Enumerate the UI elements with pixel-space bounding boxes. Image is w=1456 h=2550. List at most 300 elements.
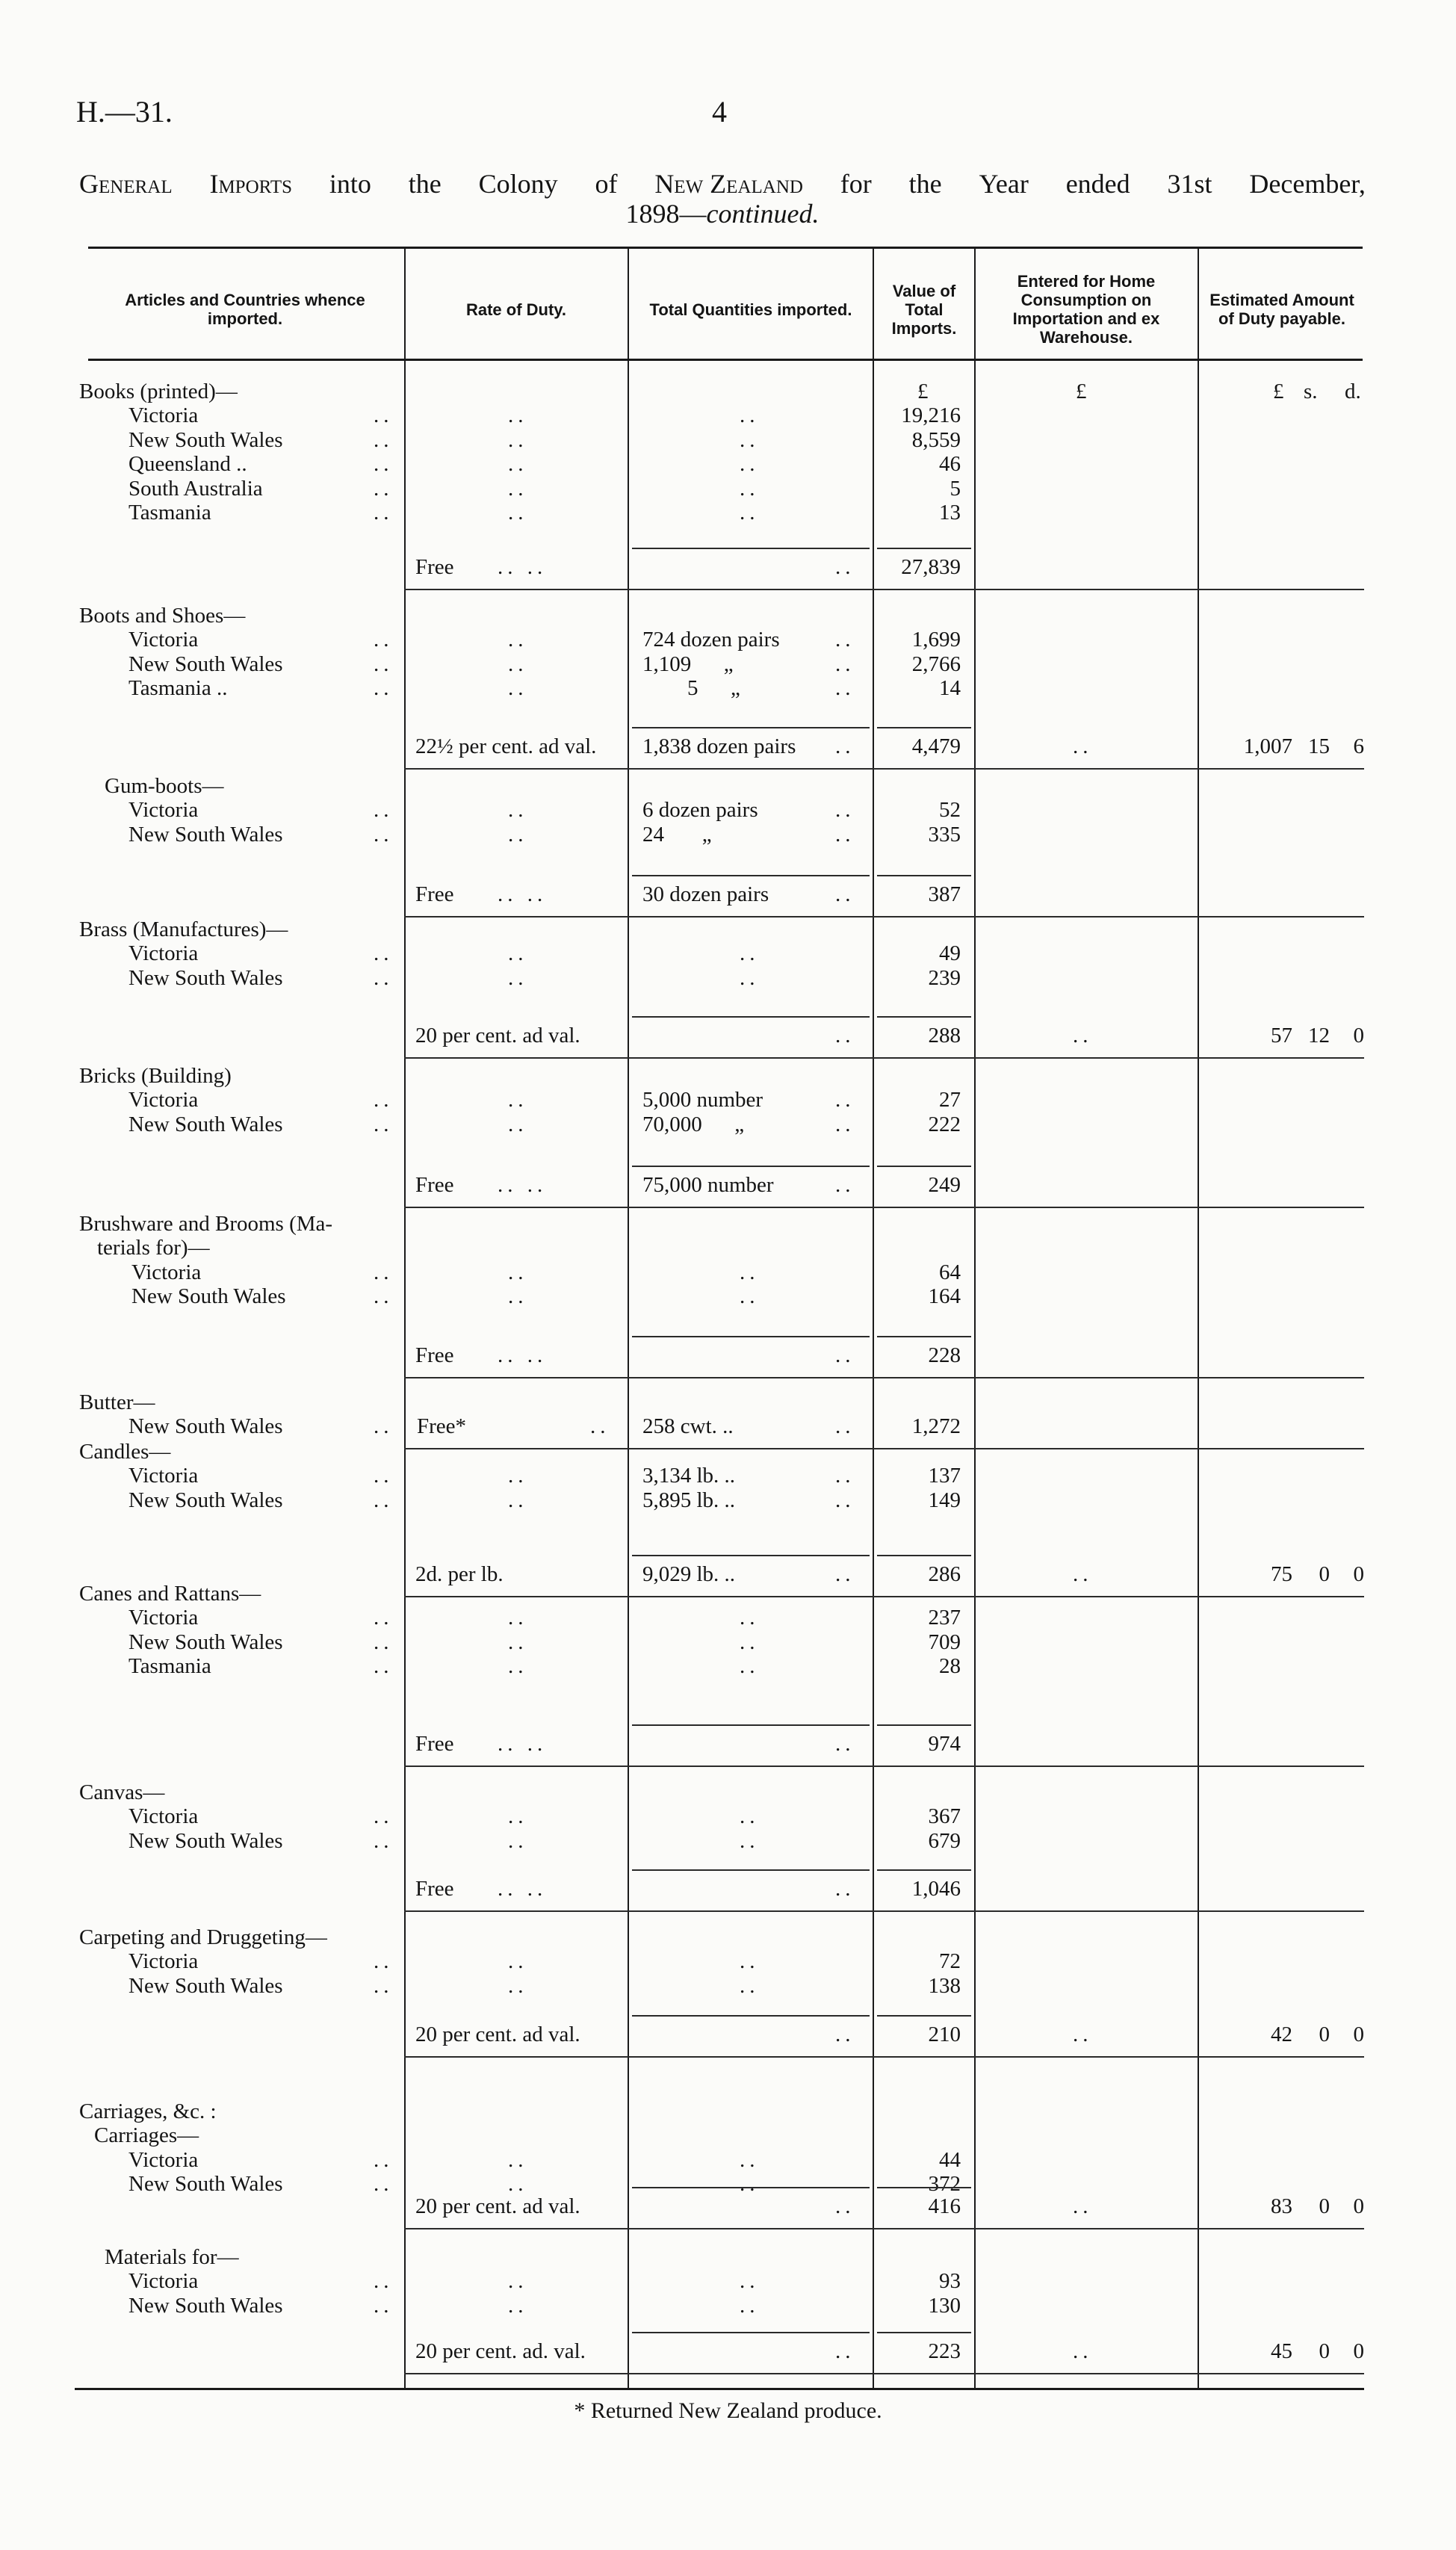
- row-leader: ..: [508, 1630, 528, 1654]
- quantity: 6 dozen pairs: [642, 798, 758, 823]
- row-leader: ..: [374, 941, 394, 966]
- value: 2,766: [911, 652, 961, 676]
- column-rule: [974, 247, 976, 2388]
- row-leader: ..: [1073, 2339, 1093, 2363]
- value: 52: [939, 798, 961, 823]
- title-word: of: [595, 169, 618, 199]
- total-rule: [404, 2228, 1364, 2229]
- duty-shillings: 0: [1319, 2194, 1330, 2218]
- row-leader: ..: [740, 941, 760, 966]
- value: 64: [939, 1260, 961, 1284]
- value: 13: [939, 501, 961, 524]
- row-leader: ..: [374, 2147, 394, 2172]
- row-leader: ..: [374, 1088, 394, 1112]
- value: 237: [928, 1606, 961, 1630]
- rate-of-duty: 22½ per cent. ad val.: [415, 734, 597, 758]
- subtotal-rule: [632, 2015, 870, 2017]
- value: 49: [939, 941, 961, 966]
- subtotal-rule: [632, 1166, 870, 1167]
- row-leader: ..: [835, 1173, 855, 1197]
- row-leader: ..: [374, 1464, 394, 1488]
- row-leader: ..: [835, 1877, 855, 1901]
- subtotal-rule: [632, 1869, 870, 1871]
- row-leader: ..: [835, 1562, 855, 1586]
- group-heading: Books (printed)—: [79, 380, 238, 403]
- rate-of-duty: 20 per cent. ad val.: [415, 2194, 580, 2218]
- group-heading: terials for)—: [97, 1236, 210, 1260]
- title-word: 31st: [1167, 169, 1212, 199]
- home-unit: £: [1076, 380, 1087, 403]
- duty-shillings: 0: [1319, 2339, 1330, 2363]
- duty-unit-s: s.: [1304, 380, 1318, 403]
- row-leader: ..: [508, 1260, 528, 1284]
- duty-pence: 0: [1353, 2194, 1364, 2218]
- row-leader: ..: [374, 965, 394, 990]
- country-name: Tasmania: [128, 501, 211, 524]
- row-leader: ..: [374, 1284, 394, 1309]
- country-name: New South Wales: [128, 1414, 283, 1439]
- value: 416: [928, 2194, 961, 2218]
- row-leader: ..: [374, 1414, 394, 1439]
- value: 138: [928, 1973, 961, 1998]
- row-leader: ..: [835, 555, 855, 579]
- country-name: New South Wales: [128, 1488, 283, 1512]
- row-leader: ..: [1073, 734, 1093, 758]
- page-number: 4: [712, 95, 727, 129]
- row-leader: .. ..: [498, 1343, 548, 1367]
- value: 19,216: [901, 403, 961, 428]
- footnote: * Returned New Zealand produce.: [574, 2398, 882, 2423]
- row-leader: ..: [740, 427, 760, 452]
- duty-shillings: 0: [1319, 1562, 1330, 1586]
- row-leader: ..: [740, 501, 760, 524]
- country-name: Tasmania: [128, 1654, 211, 1679]
- rate-of-duty: Free: [415, 555, 454, 579]
- group-heading: Candles—: [79, 1440, 171, 1464]
- column-rule: [873, 247, 874, 2388]
- row-leader: ..: [508, 2293, 528, 2318]
- country-name: New South Wales: [128, 965, 283, 990]
- title-word: the: [908, 169, 942, 199]
- group-heading: Boots and Shoes—: [79, 604, 246, 628]
- duty-pounds: 42: [1271, 2023, 1292, 2046]
- row-leader: .. ..: [498, 882, 548, 906]
- row-leader: ..: [740, 1630, 760, 1654]
- row-leader: ..: [508, 1088, 528, 1112]
- country-name: New South Wales: [128, 1112, 283, 1136]
- rate-of-duty: 20 per cent. ad val.: [415, 1024, 580, 1047]
- value: 1,699: [911, 628, 961, 652]
- row-leader: ..: [508, 1606, 528, 1630]
- subtotal-rule: [877, 548, 971, 549]
- value: 27: [939, 1088, 961, 1112]
- subtotal-rule: [877, 2187, 971, 2188]
- subtotal-rule: [877, 1336, 971, 1337]
- total-rule: [404, 2373, 1364, 2374]
- row-leader: ..: [835, 1732, 855, 1756]
- total-rule: [404, 2056, 1364, 2058]
- duty-pounds: 45: [1271, 2339, 1292, 2363]
- group-heading: Canes and Rattans—: [79, 1582, 261, 1606]
- row-leader: ..: [835, 882, 855, 906]
- row-leader: ..: [740, 476, 760, 501]
- total-rule: [404, 1765, 1364, 1767]
- quantity: 75,000 number: [642, 1173, 774, 1197]
- title-word: the: [408, 169, 442, 199]
- group-heading: Butter—: [79, 1390, 155, 1414]
- title-word: General: [79, 169, 173, 199]
- row-leader: ..: [508, 798, 528, 823]
- row-leader: ..: [508, 822, 528, 847]
- value: 1,272: [911, 1414, 961, 1439]
- row-leader: ..: [374, 676, 394, 701]
- country-name: Victoria: [128, 628, 199, 652]
- row-leader: ..: [1073, 2023, 1093, 2046]
- row-leader: ..: [374, 1630, 394, 1654]
- row-leader: ..: [374, 1828, 394, 1853]
- country-name: New South Wales: [131, 1284, 286, 1309]
- country-name: New South Wales: [128, 427, 283, 452]
- group-heading: Brushware and Brooms (Ma-: [79, 1212, 333, 1236]
- title-word: Colony: [478, 169, 558, 199]
- row-leader: ..: [508, 403, 528, 428]
- value: 1,046: [911, 1877, 961, 1901]
- row-leader: ..: [835, 1464, 855, 1488]
- row-leader: ..: [374, 452, 394, 477]
- row-leader: ..: [508, 1488, 528, 1512]
- duty-shillings: 15: [1308, 734, 1330, 758]
- subtotal-rule: [877, 1166, 971, 1167]
- total-rule: [404, 768, 1364, 770]
- row-leader: ..: [374, 1804, 394, 1829]
- row-leader: ..: [835, 652, 855, 676]
- row-leader: ..: [374, 1973, 394, 1998]
- group-heading: Carriages—: [94, 2123, 199, 2148]
- quantity: 5 „: [687, 676, 740, 701]
- col-header-articles: Articles and Countries whence imported.: [125, 291, 365, 328]
- row-leader: .. ..: [498, 1173, 548, 1197]
- quantity: 1,109 „: [642, 652, 734, 676]
- quantity: 30 dozen pairs: [642, 882, 769, 906]
- row-leader: ..: [835, 1414, 855, 1439]
- row-leader: ..: [508, 2147, 528, 2172]
- subtotal-rule: [877, 1724, 971, 1726]
- value: 228: [928, 1343, 961, 1367]
- duty-pounds: 75: [1271, 1562, 1292, 1586]
- row-leader: ..: [508, 1804, 528, 1829]
- row-leader: ..: [508, 2172, 528, 2197]
- country-name: Queensland ..: [128, 452, 247, 477]
- value: 335: [928, 822, 961, 847]
- value: 28: [939, 1654, 961, 1679]
- value: 372: [928, 2172, 961, 2197]
- row-leader: ..: [835, 798, 855, 823]
- group-heading: Carpeting and Druggeting—: [79, 1925, 327, 1949]
- subtotal-rule: [632, 1336, 870, 1337]
- group-heading: Carriages, &c. :: [79, 2099, 217, 2123]
- subtotal-rule: [632, 1555, 870, 1556]
- title-word: December,: [1249, 169, 1366, 199]
- value: 130: [928, 2293, 961, 2318]
- duty-pounds: 1,007: [1243, 734, 1292, 758]
- row-leader: ..: [508, 1112, 528, 1136]
- page-header: [0, 0, 1456, 149]
- quantity: 724 dozen pairs: [642, 628, 780, 652]
- country-name: Victoria: [128, 2269, 199, 2294]
- value: 288: [928, 1024, 961, 1047]
- country-name: Victoria: [128, 1464, 199, 1488]
- row-leader: ..: [508, 1654, 528, 1679]
- subtotal-rule: [632, 727, 870, 728]
- quantity: 3,134 lb. ..: [642, 1464, 736, 1488]
- subtotal-rule: [877, 1555, 971, 1556]
- duty-pence: 0: [1353, 1562, 1364, 1586]
- row-leader: ..: [835, 2023, 855, 2046]
- title-word: ended: [1065, 169, 1130, 199]
- title-word: New Zealand: [654, 169, 803, 199]
- row-leader: ..: [374, 476, 394, 501]
- subtotal-rule: [877, 1869, 971, 1871]
- value: 709: [928, 1630, 961, 1654]
- col-header-home: Entered for Home Consumption on Importation and ex Warehouse.: [1012, 272, 1160, 347]
- row-leader: ..: [508, 427, 528, 452]
- row-leader: ..: [740, 1804, 760, 1829]
- subtotal-rule: [632, 2187, 870, 2188]
- row-leader: ..: [740, 1973, 760, 1998]
- page-reference: H.—31.: [76, 95, 173, 129]
- row-leader: ..: [590, 1414, 610, 1439]
- title-continued: continued.: [706, 199, 820, 229]
- value-unit: £: [917, 380, 929, 403]
- row-leader: ..: [374, 798, 394, 823]
- row-leader: ..: [374, 1949, 394, 1974]
- value: 367: [928, 1804, 961, 1829]
- total-rule: [404, 1910, 1364, 1912]
- value: 286: [928, 1562, 961, 1586]
- row-leader: ..: [835, 1088, 855, 1112]
- quantity: 9,029 lb. ..: [642, 1562, 736, 1586]
- row-leader: ..: [374, 822, 394, 847]
- row-leader: ..: [835, 676, 855, 701]
- duty-pence: 0: [1353, 2023, 1364, 2046]
- row-leader: ..: [835, 822, 855, 847]
- row-leader: ..: [508, 501, 528, 524]
- row-leader: ..: [835, 1343, 855, 1367]
- duty-unit-d: d.: [1345, 380, 1361, 403]
- group-heading: Canvas—: [79, 1780, 165, 1804]
- row-leader: ..: [740, 2147, 760, 2172]
- country-name: Victoria: [128, 403, 199, 428]
- col-header-duty: Estimated Amount of Duty payable.: [1209, 291, 1354, 328]
- row-leader: ..: [508, 1464, 528, 1488]
- row-leader: .. ..: [498, 1732, 548, 1756]
- subtotal-rule: [877, 2015, 971, 2017]
- title-word: Imports: [209, 169, 292, 199]
- row-leader: ..: [740, 2172, 760, 2197]
- row-leader: ..: [374, 2269, 394, 2294]
- value: 27,839: [901, 555, 961, 579]
- quantity: 24 „: [642, 822, 712, 847]
- quantity: 5,895 lb. ..: [642, 1488, 736, 1512]
- row-leader: ..: [374, 1654, 394, 1679]
- value: 249: [928, 1173, 961, 1197]
- value: 164: [928, 1284, 961, 1309]
- total-rule: [404, 1057, 1364, 1059]
- subtotal-rule: [877, 875, 971, 876]
- row-leader: ..: [508, 652, 528, 676]
- subtotal-rule: [632, 1724, 870, 1726]
- row-leader: ..: [740, 1284, 760, 1309]
- country-name: New South Wales: [128, 1973, 283, 1998]
- rate-of-duty: Free: [415, 1732, 454, 1756]
- country-name: Victoria: [128, 2147, 199, 2172]
- rate-of-duty: Free: [415, 1173, 454, 1197]
- row-leader: ..: [508, 628, 528, 652]
- value: 222: [928, 1112, 961, 1136]
- row-leader: ..: [835, 1024, 855, 1047]
- row-leader: ..: [1073, 2194, 1093, 2218]
- subtotal-rule: [632, 548, 870, 549]
- row-leader: ..: [740, 1949, 760, 1974]
- col-header-quantity: Total Quantities imported.: [649, 300, 852, 319]
- country-name: Victoria: [131, 1260, 202, 1284]
- value: 5: [950, 476, 961, 501]
- title-year: 1898—: [625, 199, 707, 229]
- group-heading: Gum-boots—: [105, 774, 224, 798]
- country-name: New South Wales: [128, 2293, 283, 2318]
- rate-of-duty: Free: [415, 1877, 454, 1901]
- row-leader: ..: [508, 452, 528, 477]
- row-leader: ..: [508, 965, 528, 990]
- value: 4,479: [911, 734, 961, 758]
- group-heading: Materials for—: [105, 2245, 239, 2269]
- row-leader: ..: [835, 1112, 855, 1136]
- value: 223: [928, 2339, 961, 2363]
- total-rule: [404, 1377, 1364, 1378]
- country-name: New South Wales: [128, 2172, 283, 2197]
- subtotal-rule: [877, 1016, 971, 1018]
- duty-pence: 0: [1353, 1024, 1364, 1047]
- row-leader: ..: [508, 1949, 528, 1974]
- row-leader: ..: [374, 427, 394, 452]
- quantity: 258 cwt. ..: [642, 1414, 734, 1439]
- row-leader: ..: [508, 676, 528, 701]
- country-name: New South Wales: [128, 1630, 283, 1654]
- table-title: [79, 169, 1366, 229]
- value: 137: [928, 1464, 961, 1488]
- duty-unit-l: £: [1273, 380, 1284, 403]
- value: 8,559: [911, 427, 961, 452]
- row-leader: ..: [508, 476, 528, 501]
- row-leader: ..: [508, 1284, 528, 1309]
- row-leader: ..: [374, 2172, 394, 2197]
- rate-of-duty: 20 per cent. ad val.: [415, 2023, 580, 2046]
- col-header-value: Value of Total Imports.: [891, 281, 957, 338]
- total-rule: [404, 1596, 1364, 1597]
- country-name: Victoria: [128, 1088, 199, 1112]
- header-top-rule: [88, 247, 1363, 249]
- quantity: 5,000 number: [642, 1088, 763, 1112]
- title-word: for: [840, 169, 872, 199]
- rate-of-duty: 20 per cent. ad. val.: [415, 2339, 586, 2363]
- row-leader: ..: [508, 1828, 528, 1853]
- duty-pounds: 83: [1271, 2194, 1292, 2218]
- row-leader: ..: [740, 1606, 760, 1630]
- row-leader: ..: [740, 965, 760, 990]
- row-leader: ..: [740, 2269, 760, 2294]
- country-name: New South Wales: [128, 1828, 283, 1853]
- country-name: Victoria: [128, 1606, 199, 1630]
- rate-of-duty: Free: [415, 882, 454, 906]
- row-leader: ..: [508, 941, 528, 966]
- row-leader: ..: [374, 2293, 394, 2318]
- table-bottom-rule: [75, 2388, 1364, 2390]
- column-rule: [628, 247, 629, 2388]
- value: 14: [939, 676, 961, 701]
- column-rule: [1198, 247, 1199, 2388]
- subtotal-rule: [877, 2332, 971, 2333]
- row-leader: ..: [374, 628, 394, 652]
- value: 210: [928, 2023, 961, 2046]
- duty-pence: 0: [1353, 2339, 1364, 2363]
- row-leader: ..: [374, 1488, 394, 1512]
- value: 93: [939, 2269, 961, 2294]
- row-leader: ..: [508, 1973, 528, 1998]
- quantity: 1,838 dozen pairs: [642, 734, 796, 758]
- row-leader: ..: [374, 1112, 394, 1136]
- country-name: Tasmania ..: [128, 676, 228, 701]
- country-name: New South Wales: [128, 652, 283, 676]
- subtotal-rule: [877, 727, 971, 728]
- subtotal-rule: [632, 875, 870, 876]
- row-leader: ..: [835, 628, 855, 652]
- value: 239: [928, 965, 961, 990]
- rate-of-duty: 2d. per lb.: [415, 1562, 504, 1586]
- value: 679: [928, 1828, 961, 1853]
- row-leader: ..: [835, 734, 855, 758]
- quantity: 70,000 „: [642, 1112, 745, 1136]
- row-leader: ..: [374, 1606, 394, 1630]
- value: 387: [928, 882, 961, 906]
- row-leader: ..: [740, 452, 760, 477]
- total-rule: [404, 589, 1364, 590]
- country-name: Victoria: [128, 941, 199, 966]
- row-leader: .. ..: [498, 555, 548, 579]
- group-heading: Bricks (Building): [79, 1064, 232, 1088]
- duty-shillings: 12: [1308, 1024, 1330, 1047]
- row-leader: ..: [740, 1260, 760, 1284]
- group-heading: Brass (Manufactures)—: [79, 917, 288, 941]
- column-rule: [404, 247, 406, 2388]
- value: 72: [939, 1949, 961, 1974]
- row-leader: ..: [835, 2194, 855, 2218]
- row-leader: ..: [740, 1828, 760, 1853]
- subtotal-rule: [632, 2332, 870, 2333]
- row-leader: .. ..: [498, 1877, 548, 1901]
- country-name: New South Wales: [128, 822, 283, 847]
- country-name: South Australia: [128, 476, 263, 501]
- value: 46: [939, 452, 961, 477]
- header-bottom-rule: [88, 359, 1363, 361]
- row-leader: ..: [374, 403, 394, 428]
- title-word: into: [329, 169, 371, 199]
- duty-shillings: 0: [1319, 2023, 1330, 2046]
- country-name: Victoria: [128, 1949, 199, 1974]
- value: 44: [939, 2147, 961, 2172]
- row-leader: ..: [835, 2339, 855, 2363]
- row-leader: ..: [740, 1654, 760, 1679]
- rate-of-duty: Free*: [417, 1414, 467, 1439]
